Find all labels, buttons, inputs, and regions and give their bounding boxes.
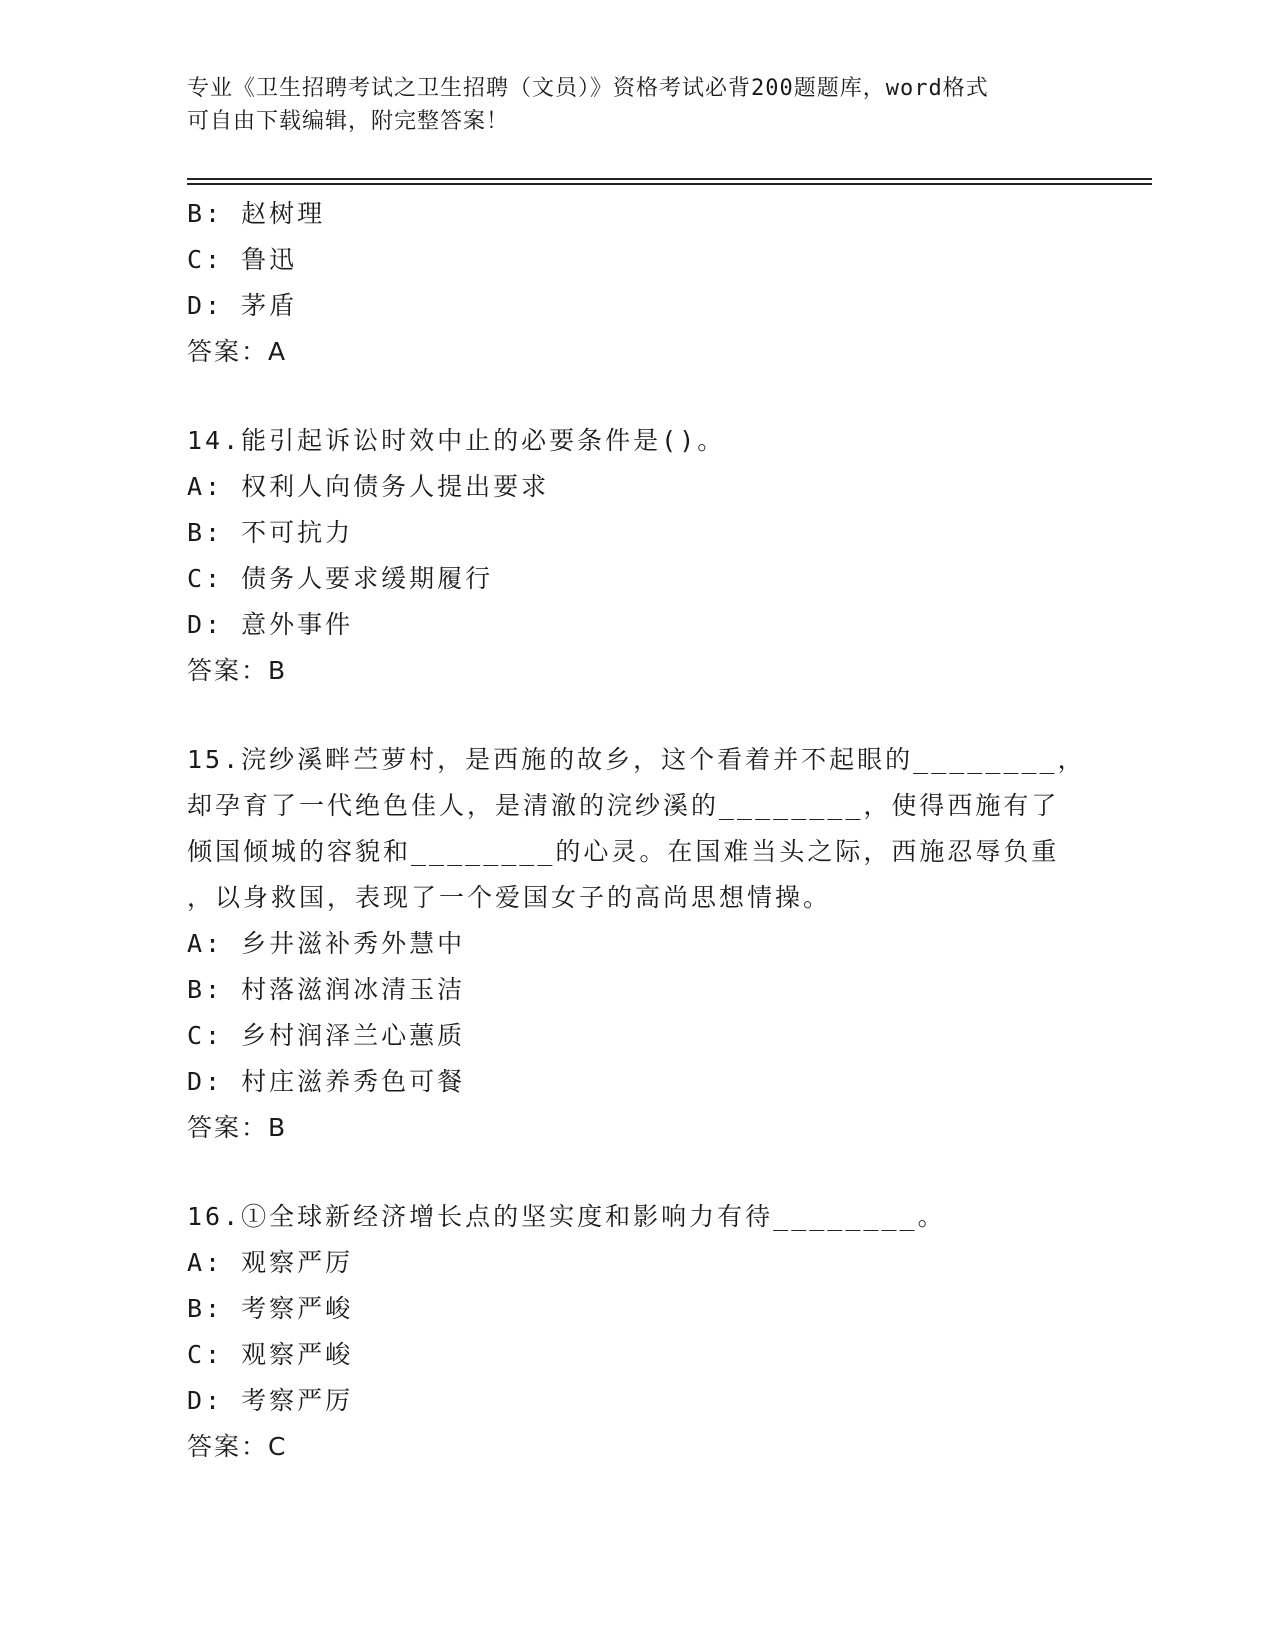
header-title-line2: 可自由下载编辑，附完整答案！: [187, 109, 510, 134]
question-stem-line: 15.浣纱溪畔苎萝村，是西施的故乡，这个看着并不起眼的________，: [187, 745, 1086, 774]
answer: 答案：C: [187, 1432, 288, 1461]
option-c: C: 债务人要求缓期履行: [187, 564, 494, 593]
option-b: B: 村落滋润冰清玉洁: [187, 975, 466, 1004]
question-stem: 14.能引起诉讼时效中止的必要条件是()。: [187, 426, 726, 455]
option-b: B: 不可抗力: [187, 518, 354, 547]
option-d: D: 意外事件: [187, 610, 354, 639]
option-b: B: 考察严峻: [187, 1294, 354, 1323]
answer: 答案：B: [187, 1113, 288, 1142]
option-d: D: 考察严厉: [187, 1386, 354, 1415]
question-list: [187, 191, 1086, 1470]
option-d: D: 茅盾: [187, 291, 298, 320]
option-a: A: 乡井滋补秀外慧中: [187, 929, 466, 958]
answer: 答案：B: [187, 656, 288, 685]
question-stem: 16.①全球新经济增长点的坚实度和影响力有待________。: [187, 1202, 946, 1231]
option-c: C: 鲁迅: [187, 245, 298, 274]
question-13-tail: [187, 191, 1067, 375]
header-divider-top: [187, 178, 1152, 180]
option-a: A: 观察严厉: [187, 1248, 354, 1277]
document-header: [187, 72, 1087, 138]
spacer: [187, 375, 1067, 418]
option-b: B: 赵树理: [187, 199, 326, 228]
header-divider-bottom: [187, 183, 1152, 185]
question-15: [187, 737, 1086, 1151]
question-14: [187, 418, 1067, 694]
spacer: [187, 1151, 1067, 1194]
option-c: C: 乡村润泽兰心蕙质: [187, 1021, 466, 1050]
spacer: [187, 694, 1067, 737]
answer: 答案：A: [187, 337, 288, 366]
question-stem-line: 却孕育了一代绝色佳人，是清澈的浣纱溪的________，使得西施有了: [187, 791, 1060, 820]
question-stem-line: 倾国倾城的容貌和________的心灵。在国难当头之际，西施忍辱负重: [187, 837, 1060, 866]
option-d: D: 村庄滋养秀色可餐: [187, 1067, 466, 1096]
option-a: A: 权利人向债务人提出要求: [187, 472, 550, 501]
question-16: [187, 1194, 1067, 1470]
header-title-line1: 专业《卫生招聘考试之卫生招聘（文员）》资格考试必背200题题库，word格式: [187, 76, 989, 101]
question-stem-line: ，以身救国，表现了一个爱国女子的高尚思想情操。: [187, 883, 832, 912]
option-c: C: 观察严峻: [187, 1340, 354, 1369]
